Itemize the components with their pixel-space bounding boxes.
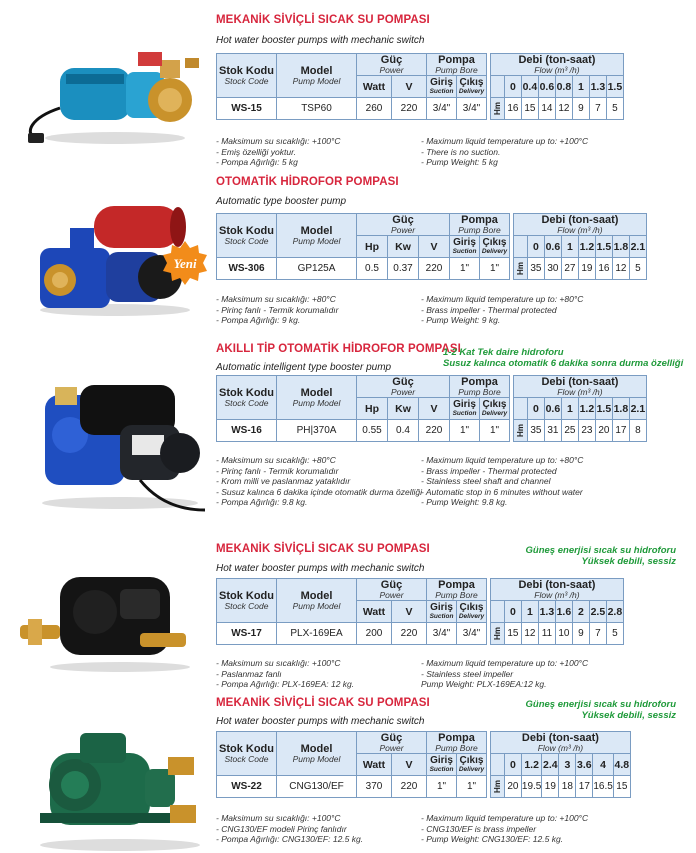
- flow-value: 0: [527, 236, 544, 258]
- head-value: 25: [561, 420, 578, 442]
- product-section: [0, 176, 696, 346]
- model-header: Model Pump Model: [277, 54, 357, 98]
- power-value: 220: [392, 98, 427, 120]
- head-value: 16: [504, 98, 521, 120]
- flow-value: 0.6: [544, 398, 561, 420]
- pump-bore-header: Pompa Pump Bore: [450, 376, 510, 398]
- product-subtitle: Automatic intelligent type booster pump: [216, 362, 392, 373]
- product-subtitle: Hot water booster pumps with mechanic switch: [216, 35, 425, 46]
- power-header: Güç Power: [357, 732, 427, 754]
- spec-line: - Pompa Ağırlığı: 9 kg.: [216, 315, 301, 325]
- badge-label: Yeni: [173, 256, 197, 271]
- spec-line: - Pump Weight: 9 kg.: [421, 315, 501, 325]
- head-label: Hm: [491, 623, 505, 645]
- flow-value: 1.5: [595, 398, 612, 420]
- pump-model: PH|370A: [277, 420, 357, 442]
- new-badge: [162, 240, 208, 286]
- product-section: [0, 14, 696, 184]
- outlet-header: Çıkış Delivery: [457, 754, 487, 776]
- inlet-size: 3/4": [427, 98, 457, 120]
- head-value: 20: [595, 420, 612, 442]
- spec-line: - Pump Weight: CNG130/EF: 12.5 kg.: [421, 834, 564, 844]
- head-value: 12: [521, 623, 538, 645]
- flow-value: 0.8: [555, 76, 572, 98]
- head-value: 19.5: [521, 776, 541, 798]
- specs-tr: [216, 136, 341, 168]
- flow-value: 0.6: [544, 236, 561, 258]
- product-section: [0, 543, 696, 713]
- inlet-header: Giriş Suction: [427, 601, 457, 623]
- head-value: 5: [606, 98, 623, 120]
- spec-line: - Pirinç fanlı - Termik korumalıdır: [216, 465, 339, 476]
- stock-code: WS-306: [217, 258, 277, 280]
- power-unit: V: [392, 76, 427, 98]
- product-subtitle: Hot water booster pumps with mechanic switch: [216, 716, 425, 727]
- power-unit: Watt: [357, 76, 392, 98]
- stock-code-header: Stok Kodu Stock Code: [217, 732, 277, 776]
- model-header: Model Pump Model: [277, 732, 357, 776]
- power-value: 370: [357, 776, 392, 798]
- pump-bore-header: Pompa Pump Bore: [450, 214, 510, 236]
- flow-value: 1: [521, 601, 538, 623]
- specs-tr: [216, 658, 354, 690]
- spec-line: - Brass impeller - Thermal protected: [421, 304, 557, 315]
- spec-line: - Maximum liquid temperature up to: +80°C: [421, 294, 584, 304]
- outlet-size: 1": [480, 420, 510, 442]
- pump-bore-header: Pompa Pump Bore: [427, 54, 487, 76]
- power-unit: Kw: [388, 398, 419, 420]
- inlet-header: Giriş Suction: [427, 754, 457, 776]
- head-value: 12: [612, 258, 629, 280]
- spec-line: - Paslanmaz fanlı: [216, 668, 282, 679]
- flow-value: 1.2: [578, 398, 595, 420]
- outlet-header: Çıkış Delivery: [457, 76, 487, 98]
- head-value: 19: [542, 776, 559, 798]
- head-label: Hm: [491, 776, 505, 798]
- spec-line: - Maximum liquid temperature up to: +100°C: [421, 136, 589, 146]
- outlet-size: 1": [480, 258, 510, 280]
- stock-code: WS-17: [217, 623, 277, 645]
- specs-tr: [216, 455, 422, 508]
- stock-code: WS-16: [217, 420, 277, 442]
- power-value: 220: [419, 258, 450, 280]
- specs-en: [421, 658, 588, 690]
- head-label: Hm: [491, 98, 505, 120]
- head-value: 11: [538, 623, 555, 645]
- head-value: 8: [629, 420, 646, 442]
- product-note: Güneş enerjisi sıcak su hidroforu Yüksek debili, sessiz: [525, 699, 676, 721]
- spec-line: - There is no suction.: [421, 146, 501, 157]
- product-title: OTOMATİK HİDROFOR POMPASI: [216, 176, 399, 188]
- head-label: Hm: [514, 258, 528, 280]
- power-value: 200: [357, 623, 392, 645]
- head-value: 16.5: [593, 776, 613, 798]
- head-value: 35: [527, 420, 544, 442]
- head-value: 7: [589, 623, 606, 645]
- flow-value: 0: [504, 76, 521, 98]
- power-unit: Watt: [357, 601, 392, 623]
- product-title: MEKANİK SİVİÇLİ SICAK SU POMPASI: [216, 543, 430, 555]
- flow-value: 1: [561, 236, 578, 258]
- spec-table: [216, 53, 624, 120]
- specs-tr: [216, 813, 363, 845]
- product-section: [0, 343, 696, 513]
- flow-value: 4: [593, 754, 613, 776]
- head-value: 5: [629, 258, 646, 280]
- spec-line: - Pompa Ağırlığı: 5 kg: [216, 157, 298, 167]
- spec-table: [216, 375, 647, 442]
- head-value: 18: [559, 776, 576, 798]
- flow-header: Debi (ton-saat) Flow (m³ /h): [514, 376, 647, 398]
- spec-line: - Maximum liquid temperature up to: +80°C: [421, 455, 584, 465]
- pump-model: GP125A: [277, 258, 357, 280]
- flow-value: 1.6: [555, 601, 572, 623]
- flow-value: 0: [527, 398, 544, 420]
- model-header: Model Pump Model: [277, 579, 357, 623]
- flow-value: 1.5: [595, 236, 612, 258]
- product-title: MEKANİK SİVİÇLİ SICAK SU POMPASI: [216, 14, 430, 26]
- spec-line: - Stainless steel shaft and channel: [421, 476, 551, 486]
- flow-value: 0.6: [538, 76, 555, 98]
- inlet-header: Giriş Suction: [427, 76, 457, 98]
- pump-image: [20, 723, 205, 853]
- stock-code-header: Stok Kodu Stock Code: [217, 579, 277, 623]
- power-header: Güç Power: [357, 214, 450, 236]
- product-note: Güneş enerjisi sıcak su hidroforu Yüksek debili, sessiz: [525, 545, 676, 567]
- flow-value: 4.8: [613, 754, 630, 776]
- power-unit: V: [392, 754, 427, 776]
- head-value: 7: [589, 98, 606, 120]
- power-value: 0.4: [388, 420, 419, 442]
- flow-value: 2.5: [589, 601, 606, 623]
- spec-line: - Maksimum su sıcaklığı: +100°C: [216, 658, 341, 668]
- outlet-header: Çıkış Delivery: [457, 601, 487, 623]
- spec-line: - Maximum liquid temperature up to: +100°C: [421, 658, 589, 668]
- head-value: 20: [504, 776, 521, 798]
- pump-image: [20, 365, 205, 520]
- spec-line: - Stainless steel impeller: [421, 668, 514, 679]
- flow-value: 1.8: [612, 236, 629, 258]
- power-unit: Hp: [357, 236, 388, 258]
- product-subtitle: Hot water booster pumps with mechanic switch: [216, 563, 425, 574]
- head-value: 14: [538, 98, 555, 120]
- spec-line: - Emiş özelliği yoktur.: [216, 146, 296, 157]
- head-value: 17: [576, 776, 593, 798]
- flow-value: 1.5: [606, 76, 623, 98]
- power-unit: V: [419, 398, 450, 420]
- flow-header: Debi (ton-saat) Flow (m³ /h): [491, 579, 624, 601]
- head-value: 23: [578, 420, 595, 442]
- specs-en: [421, 455, 583, 508]
- spec-table: [216, 213, 647, 280]
- inlet-size: 1": [427, 776, 457, 798]
- head-value: 16: [595, 258, 612, 280]
- head-value: 35: [527, 258, 544, 280]
- flow-value: 1: [572, 76, 589, 98]
- power-unit: Watt: [357, 754, 392, 776]
- pump-image: [20, 38, 205, 153]
- power-value: 0.55: [357, 420, 388, 442]
- head-value: 19: [578, 258, 595, 280]
- product-title: AKILLI TİP OTOMATİK HİDROFOR POMPASI: [216, 343, 461, 355]
- spec-line: - Pompa Ağırlığı: 9.8 kg.: [216, 497, 308, 507]
- flow-value: 2.8: [606, 601, 623, 623]
- power-unit: Hp: [357, 398, 388, 420]
- flow-value: 2.1: [629, 398, 646, 420]
- head-value: 30: [544, 258, 561, 280]
- spec-line: - Maksimum su sıcaklığı: +100°C: [216, 136, 341, 146]
- model-header: Model Pump Model: [277, 214, 357, 258]
- power-value: 0.37: [388, 258, 419, 280]
- flow-value: 2.4: [542, 754, 559, 776]
- power-unit: Kw: [388, 236, 419, 258]
- power-header: Güç Power: [357, 579, 427, 601]
- pump-image: [20, 567, 205, 682]
- spec-line: - CNG130/EF modeli Pirinç fanlıdır: [216, 823, 347, 834]
- pump-bore-header: Pompa Pump Bore: [427, 579, 487, 601]
- inlet-size: 1": [450, 258, 480, 280]
- stock-code: WS-15: [217, 98, 277, 120]
- pump-bore-header: Pompa Pump Bore: [427, 732, 487, 754]
- power-unit: V: [392, 601, 427, 623]
- head-value: 9: [572, 623, 589, 645]
- flow-value: 2.1: [629, 236, 646, 258]
- flow-value: 3.6: [576, 754, 593, 776]
- product-section: [0, 697, 696, 853]
- head-value: 15: [504, 623, 521, 645]
- flow-value: 0: [504, 601, 521, 623]
- power-value: 220: [392, 776, 427, 798]
- stock-code-header: Stok Kodu Stock Code: [217, 214, 277, 258]
- power-value: 0.5: [357, 258, 388, 280]
- head-value: 10: [555, 623, 572, 645]
- spec-table: [216, 578, 624, 645]
- head-value: 5: [606, 623, 623, 645]
- stock-code: WS-22: [217, 776, 277, 798]
- head-label: Hm: [514, 420, 528, 442]
- spec-line: - Pompa Ağırlığı: CNG130/EF: 12.5 kg.: [216, 834, 364, 844]
- spec-line: - Automatic stop in 6 minutes without water: [421, 486, 583, 497]
- outlet-header: Çıkış Delivery: [480, 398, 510, 420]
- spec-line: - Maximum liquid temperature up to: +100°C: [421, 813, 589, 823]
- pump-model: PLX-169EA: [277, 623, 357, 645]
- model-header: Model Pump Model: [277, 376, 357, 420]
- power-value: 220: [392, 623, 427, 645]
- inlet-size: 3/4": [427, 623, 457, 645]
- spec-line: - Pump Weight: 9.8 kg.: [421, 497, 508, 507]
- inlet-size: 1": [450, 420, 480, 442]
- head-value: 12: [555, 98, 572, 120]
- specs-tr: [216, 294, 339, 326]
- pump-model: TSP60: [277, 98, 357, 120]
- power-value: 220: [419, 420, 450, 442]
- head-value: 9: [572, 98, 589, 120]
- spec-line: - Maksimum su sıcaklığı: +100°C: [216, 813, 341, 823]
- spec-table: [216, 731, 631, 798]
- outlet-size: 1": [457, 776, 487, 798]
- flow-value: 1.3: [589, 76, 606, 98]
- spec-line: - Pirinç fanlı - Termik korumalıdır: [216, 304, 339, 315]
- power-unit: V: [419, 236, 450, 258]
- flow-value: 1.2: [578, 236, 595, 258]
- product-title: MEKANİK SİVİÇLİ SICAK SU POMPASI: [216, 697, 430, 709]
- inlet-header: Giriş Suction: [450, 236, 480, 258]
- spec-line: - Maksimum su sıcaklığı: +80°C: [216, 294, 336, 304]
- head-value: 17: [612, 420, 629, 442]
- stock-code-header: Stok Kodu Stock Code: [217, 376, 277, 420]
- flow-value: 0: [504, 754, 521, 776]
- flow-value: 1: [561, 398, 578, 420]
- flow-value: 1.2: [521, 754, 541, 776]
- flow-header: Debi (ton-saat) Flow (m³ /h): [491, 732, 631, 754]
- inlet-header: Giriş Suction: [450, 398, 480, 420]
- spec-line: - Brass impeller - Thermal protected: [421, 465, 557, 476]
- spec-line: - Maksimum su sıcaklığı: +80°C: [216, 455, 336, 465]
- power-header: Güç Power: [357, 376, 450, 398]
- outlet-size: 3/4": [457, 98, 487, 120]
- spec-line: - Krom milli ve paslanmaz yataklıdır: [216, 476, 351, 486]
- power-value: 260: [357, 98, 392, 120]
- spec-line: - Susuz kalınca 6 dakika içinde otomatik durma özelliği: [216, 486, 422, 497]
- head-value: 31: [544, 420, 561, 442]
- flow-header: Debi (ton-saat) Flow (m³ /h): [514, 214, 647, 236]
- flow-header: Debi (ton-saat) Flow (m³ /h): [491, 54, 624, 76]
- spec-line: - CNG130/EF is brass impeller: [421, 823, 537, 834]
- flow-value: 3: [559, 754, 576, 776]
- head-value: 15: [521, 98, 538, 120]
- head-value: 15: [613, 776, 630, 798]
- power-header: Güç Power: [357, 54, 427, 76]
- outlet-size: 3/4": [457, 623, 487, 645]
- specs-en: [421, 813, 588, 845]
- stock-code-header: Stok Kodu Stock Code: [217, 54, 277, 98]
- specs-en: [421, 136, 588, 168]
- pump-model: CNG130/EF: [277, 776, 357, 798]
- spec-line: Pump Weight: PLX-169EA:12 kg.: [421, 679, 547, 689]
- product-subtitle: Automatic type booster pump: [216, 196, 347, 207]
- flow-value: 1.3: [538, 601, 555, 623]
- product-note: 1-2 Kat Tek daire hidroforu Susuz kalınca otomatik 6 dakika sonra durma özelliği: [443, 347, 684, 369]
- flow-value: 1.8: [612, 398, 629, 420]
- outlet-header: Çıkış Delivery: [480, 236, 510, 258]
- specs-en: [421, 294, 583, 326]
- flow-value: 2: [572, 601, 589, 623]
- flow-value: 0.4: [521, 76, 538, 98]
- spec-line: - Pump Weight: 5 kg: [421, 157, 498, 167]
- spec-line: - Pompa Ağırlığı: PLX-169EA: 12 kg.: [216, 679, 355, 689]
- head-value: 27: [561, 258, 578, 280]
